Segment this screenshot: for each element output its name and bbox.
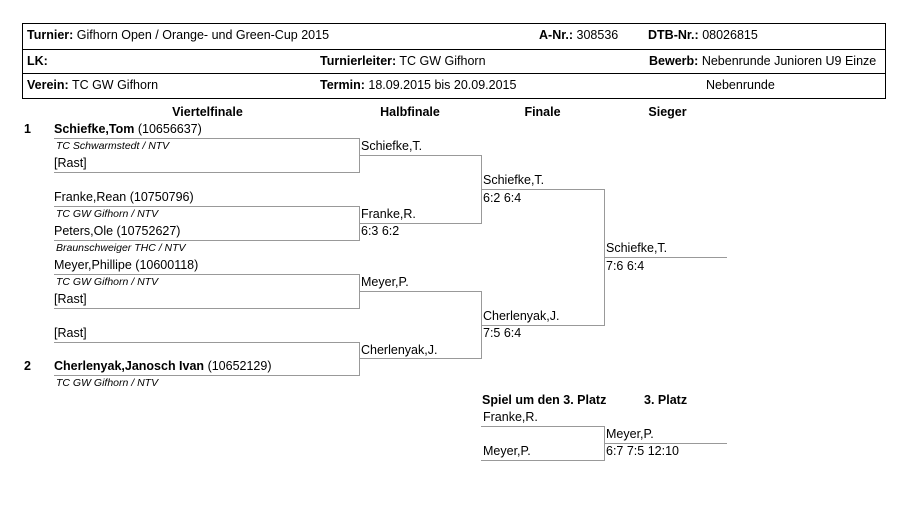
player-5: Meyer,Phillipe (10600118) [54, 258, 199, 272]
final-line-2 [481, 325, 604, 326]
col-viertelfinale: Viertelfinale [172, 105, 243, 119]
player-8 [54, 359, 272, 373]
player-2-bye: [Rast] [54, 156, 87, 170]
third-place-label: 3. Platz [644, 393, 688, 407]
header-row-1 [23, 24, 885, 49]
sf-line-3 [359, 291, 481, 292]
final-winner-2-score: 7:5 6:4 [483, 326, 522, 340]
player-5-club: TC GW Gifhorn / NTV [56, 276, 159, 288]
qf-line-2 [54, 172, 359, 173]
verein-label: Verein: [27, 78, 69, 92]
player-6-bye: [Rast] [54, 292, 87, 306]
sf-line-4 [359, 358, 481, 359]
champion-score: 7:6 6:4 [606, 259, 645, 273]
sf-line-1 [359, 155, 481, 156]
turnierleiter-label: Turnierleiter: [320, 54, 397, 68]
tournament-header [22, 23, 886, 99]
qf-line-7 [54, 342, 359, 343]
third-winner-line [604, 443, 727, 444]
sf-winner-1: Schiefke,T. [361, 139, 423, 153]
third-winner: Meyer,P. [606, 427, 654, 441]
champion-name: Schiefke,T. [606, 241, 668, 255]
col-halbfinale: Halbfinale [380, 105, 440, 119]
champion-line [604, 257, 727, 258]
third-player-1: Franke,R. [483, 410, 538, 424]
verein-value: TC GW Gifhorn [71, 78, 159, 92]
third-score: 6:7 7:5 12:10 [606, 444, 679, 458]
termin-label: Termin: [320, 78, 365, 92]
player-3: Franke,Rean (10750796) [54, 190, 194, 204]
player-8-name: Cherlenyak,Janosch Ivan [54, 359, 205, 373]
sf-winner-2: Franke,R. [361, 207, 416, 221]
qf-line-5 [54, 274, 359, 275]
header-row-2 [23, 49, 885, 74]
player-1 [54, 122, 202, 136]
player-4-club: Braunschweiger THC / NTV [56, 242, 186, 254]
turnier-value: Gifhorn Open / Orange- und Green-Cup 2015 [76, 28, 330, 42]
col-sieger: Sieger [648, 105, 687, 119]
bewerb-value: Nebenrunde Junioren U9 Einze [701, 54, 877, 68]
player-3-club: TC GW Gifhorn / NTV [56, 208, 159, 220]
sf-winner-3: Meyer,P. [361, 275, 409, 289]
third-line-2 [481, 460, 604, 461]
third-player-2: Meyer,P. [483, 444, 531, 458]
qf-vline-4 [359, 342, 360, 376]
dtb-label: DTB-Nr.: [648, 28, 699, 42]
turnierleiter-value: TC GW Gifhorn [399, 54, 486, 68]
turnier-label: Turnier: [27, 28, 74, 42]
sf-winner-4: Cherlenyak,J. [361, 343, 438, 357]
third-place-title: Spiel um den 3. Platz [482, 393, 607, 407]
player-4: Peters,Ole (10752627) [54, 224, 181, 238]
lk-label: LK: [27, 54, 48, 68]
player-1-club: TC Schwarmstedt / NTV [56, 140, 170, 152]
player-1-id: (10656637) [137, 122, 202, 136]
qf-line-3 [54, 206, 359, 207]
final-winner-2: Cherlenyak,J. [483, 309, 560, 323]
qf-line-6 [54, 308, 359, 309]
col-finale: Finale [524, 105, 561, 119]
seed-1: 1 [24, 122, 31, 136]
final-winner-1-score: 6:2 6:4 [483, 191, 522, 205]
final-winner-1: Schiefke,T. [483, 173, 545, 187]
anr-label: A-Nr.: [539, 28, 574, 42]
player-7-bye: [Rast] [54, 326, 87, 340]
qf-line-4 [54, 240, 359, 241]
final-line-1 [481, 189, 604, 190]
header-row-3 [23, 74, 885, 99]
sf-line-2 [359, 223, 481, 224]
anr-value: 308536 [576, 28, 619, 42]
qf-line-8 [54, 375, 359, 376]
player-8-club: TC GW Gifhorn / NTV [56, 377, 159, 389]
player-1-name: Schiefke,Tom [54, 122, 135, 136]
third-line-1 [481, 426, 604, 427]
dtb-value: 08026815 [702, 28, 758, 42]
bewerb-label: Bewerb: [649, 54, 699, 68]
seed-2: 2 [24, 359, 31, 373]
runde-value: Nebenrunde [706, 78, 775, 92]
player-8-id: (10652129) [207, 359, 272, 373]
sf-winner-2-score: 6:3 6:2 [361, 224, 400, 238]
termin-value: 18.09.2015 bis 20.09.2015 [368, 78, 517, 92]
qf-line-1 [54, 138, 359, 139]
